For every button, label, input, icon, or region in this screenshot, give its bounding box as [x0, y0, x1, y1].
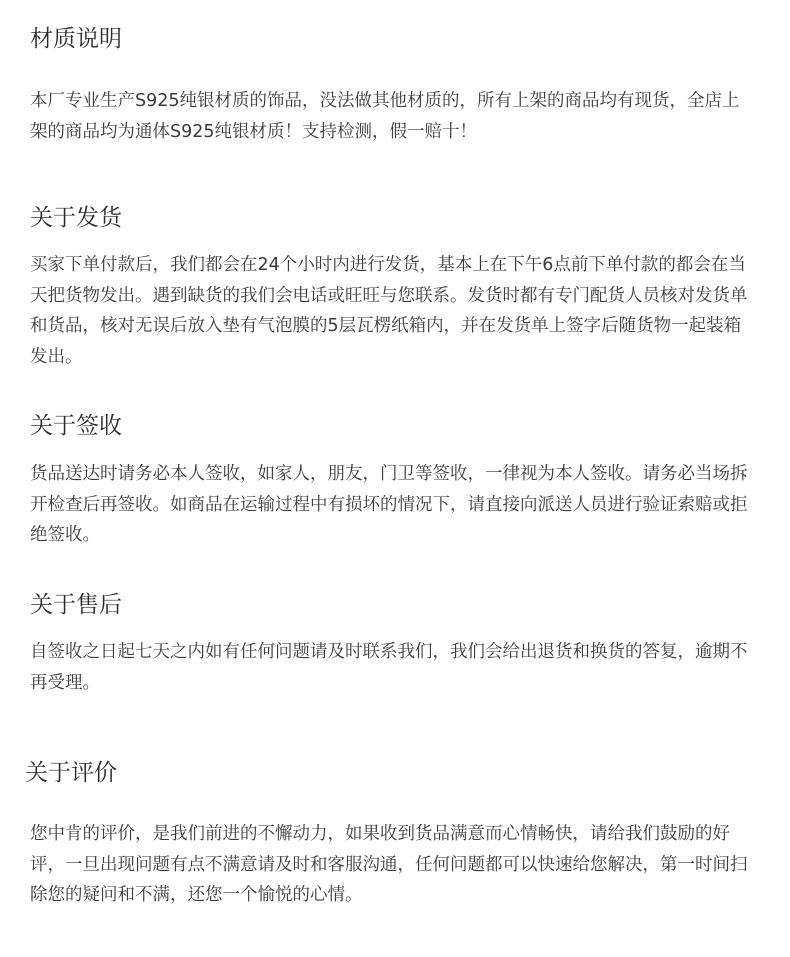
section-title-material: 材质说明 [30, 26, 122, 52]
section-body-shipping: 买家下单付款后，我们都会在24个小时内进行发货，基本上在下午6点前下单付款的都会在当天把货物发出。遇到缺货的我们会电话或旺旺与您联系。发货时都有专门配货人员核对发货单和货品，核对无误后放入垫有气泡膜的5层瓦楞纸箱内，并在发货单上签字后随货物一起装箱发出。 [30, 255, 748, 367]
section-body-after-sales: 自签收之日起七天之内如有任何问题请及时联系我们，我们会给出退货和换货的答复，逾期不再受理。 [30, 642, 748, 693]
section-title-review: 关于评价 [25, 760, 117, 786]
section-title-shipping: 关于发货 [30, 205, 122, 231]
section-title-receipt: 关于签收 [30, 413, 122, 439]
section-body-review: 您中肯的评价，是我们前进的不懈动力，如果收到货品满意而心情畅快，请给我们鼓励的好评，一旦出现问题有点不满意请及时和客服沟通，任何问题都可以快速给您解决，第一时间扫除您的疑问和不满，还您一个愉悦的心情。 [30, 824, 748, 905]
section-title-after-sales: 关于售后 [30, 592, 122, 618]
section-body-material: 本厂专业生产S925纯银材质的饰品，没法做其他材质的，所有上架的商品均有现货，全店上架的商品均为通体S925纯银材质！支持检测，假一赔十！ [30, 91, 740, 142]
section-body-receipt: 货品送达时请务必本人签收，如家人，朋友，门卫等签收，一律视为本人签收。请务必当场拆开检查后再签收。如商品在运输过程中有损坏的情况下，请直接向派送人员进行验证索赔或拒绝签收。 [30, 464, 748, 545]
